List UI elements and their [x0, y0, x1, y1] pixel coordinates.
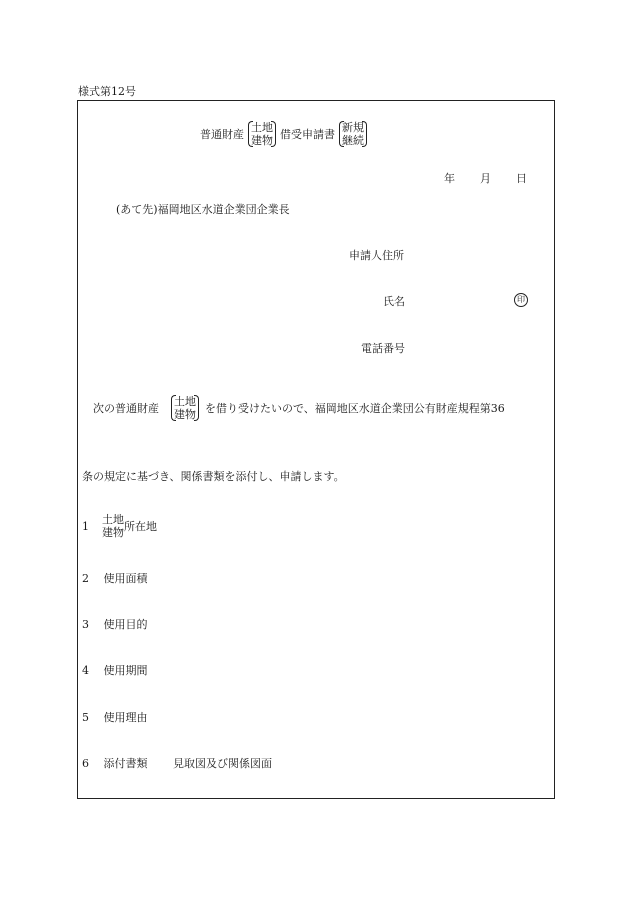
- item-5: [82, 709, 148, 725]
- item-number: 4: [82, 664, 89, 677]
- date-year: 年: [444, 172, 455, 185]
- item-option-building: 建物: [102, 526, 124, 539]
- title-option-new: 新規: [342, 121, 364, 134]
- seal-mark: [514, 292, 528, 307]
- title-option-continue: 継続: [342, 134, 364, 147]
- applicant-address-label: 申請人住所: [349, 249, 404, 262]
- date-day: 日: [516, 172, 527, 185]
- title-option-building: 建物: [251, 134, 273, 147]
- seal-icon: 印: [514, 293, 528, 307]
- body-line-2: 条の規定に基づき、関係書類を添付し、申請します。: [82, 470, 345, 483]
- body-land-building-bracket: [171, 395, 199, 421]
- date-month: 月: [480, 172, 491, 185]
- addressee: (あて先)福岡地区水道企業団企業長: [116, 203, 290, 216]
- item-label: 所在地: [124, 520, 157, 533]
- item-number: 3: [82, 618, 89, 631]
- title-option-land: 土地: [251, 121, 273, 134]
- applicant-phone-label: 電話番号: [361, 342, 405, 355]
- item-6: [82, 755, 272, 771]
- item-label: 使用期間: [103, 664, 148, 677]
- body-option-building: 建物: [174, 408, 196, 421]
- body-suffix: を借り受けたいので、福岡地区水道企業団公有財産規程第36: [205, 402, 505, 415]
- form-number: 様式第12号: [78, 85, 136, 98]
- item-1: [82, 513, 157, 539]
- new-continue-bracket: [339, 121, 367, 147]
- form-title: [200, 121, 367, 147]
- title-prefix: 普通財産: [200, 128, 244, 141]
- item-label: 使用面積: [103, 572, 148, 585]
- body-line-1: [93, 395, 505, 421]
- body-prefix: 次の普通財産: [93, 402, 159, 415]
- body-option-land: 土地: [174, 395, 196, 408]
- title-middle: 借受申請書: [280, 128, 335, 141]
- item-3: [82, 616, 148, 632]
- item-label: 使用理由: [103, 711, 148, 724]
- item-number: 1: [82, 519, 89, 533]
- item-4: [82, 662, 148, 678]
- item-2: [82, 570, 148, 586]
- item-label: 使用目的: [103, 618, 148, 631]
- item-label: 添付書類: [103, 757, 148, 770]
- land-building-bracket: [248, 121, 276, 147]
- item-value: 見取図及び関係図面: [173, 757, 272, 770]
- item-option-land: 土地: [102, 513, 124, 526]
- applicant-name-label: 氏名: [383, 295, 405, 308]
- item-number: 6: [82, 757, 89, 770]
- item-number: 5: [82, 711, 89, 724]
- item-number: 2: [82, 572, 89, 585]
